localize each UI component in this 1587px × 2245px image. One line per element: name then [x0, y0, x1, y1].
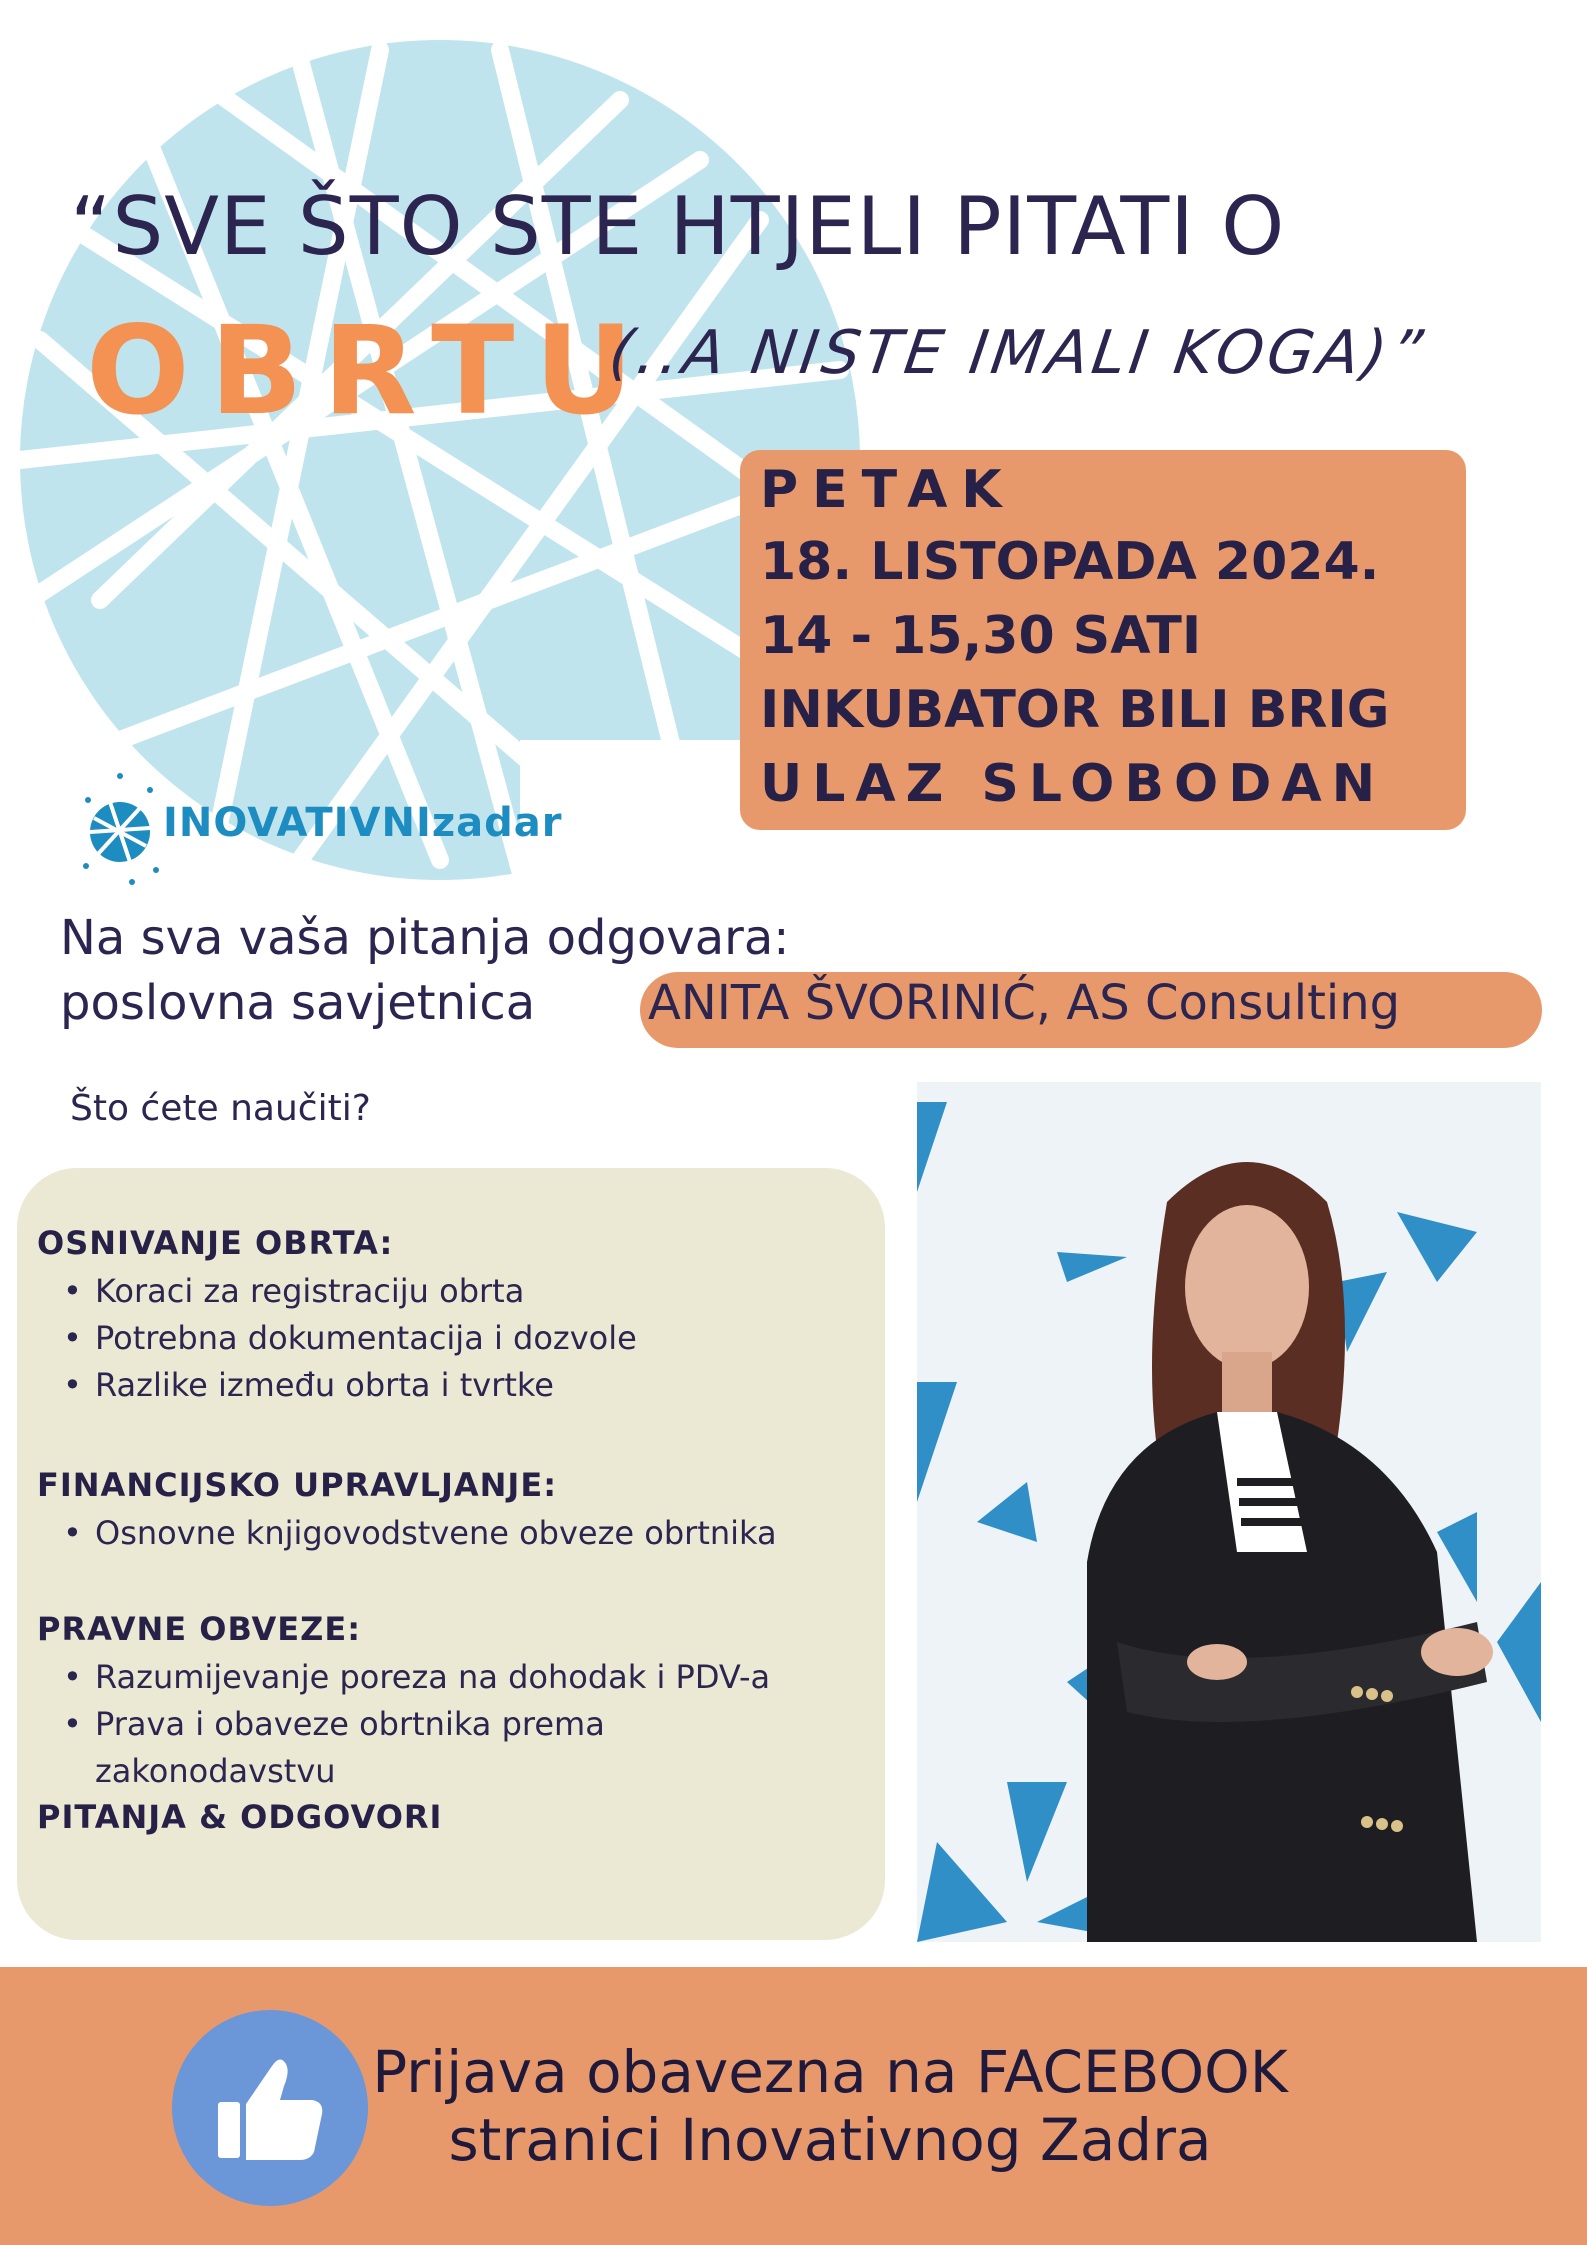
footer-registration-text	[330, 2038, 1330, 2174]
speaker-intro: Na sva vaša pitanja odgovara:	[60, 910, 790, 966]
headline: “SVE ŠTO STE HTJELI PITATI O	[70, 180, 1286, 273]
topic-item: • Razumijevanje poreza na dohodak i PDV-a	[95, 1658, 770, 1696]
topic-item: • Osnovne knjigovodstvene obveze obrtnika	[95, 1514, 777, 1552]
event-entry: ULAZ SLOBODAN	[760, 754, 1386, 814]
topic-heading-osnivanje: OSNIVANJE OBRTA:	[37, 1224, 394, 1262]
event-time: 14 - 15,30 SATI	[760, 606, 1202, 666]
topics-box	[17, 1168, 885, 1940]
event-place: INKUBATOR BILI BRIG	[760, 680, 1390, 740]
topic-item: • Koraci za registraciju obrta	[95, 1272, 524, 1310]
topic-item: • Potrebna dokumentacija i dozvole	[95, 1319, 637, 1357]
speaker-name: ANITA ŠVORINIĆ, AS Consulting	[648, 975, 1401, 1031]
footer-line-1: Prijava obavezna na FACEBOOK	[372, 2038, 1288, 2106]
logo-text: INOVATIVNIzadar	[163, 800, 563, 846]
logo-burst-icon	[80, 770, 160, 885]
event-date: 18. LISTOPADA 2024.	[760, 532, 1380, 592]
footer-line-2: stranici Inovativnog Zadra	[448, 2106, 1212, 2174]
learn-question: Što ćete naučiti?	[70, 1088, 371, 1129]
inovativni-zadar-logo	[80, 770, 563, 885]
headline-highlight: OBRTU	[86, 300, 654, 442]
topic-heading-pravne: PRAVNE OBVEZE:	[37, 1610, 362, 1648]
topic-item-continuation-text: zakonodavstvu	[95, 1752, 336, 1790]
topic-item: • Prava i obaveze obrtnika prema	[95, 1705, 605, 1743]
event-day: PETAK	[760, 460, 1016, 520]
topic-item-continuation	[95, 1752, 336, 1790]
topic-heading-financijsko: FINANCIJSKO UPRAVLJANJE:	[37, 1466, 557, 1504]
event-info-box	[740, 450, 1466, 830]
speaker-photo	[917, 1082, 1541, 1942]
topic-item: • Razlike između obrta i tvrtke	[95, 1366, 554, 1404]
headline-subtitle: (..A NISTE IMALI KOGA)”	[605, 318, 1431, 388]
topic-heading-pitanja: PITANJA & ODGOVORI	[37, 1798, 443, 1836]
speaker-role: poslovna savjetnica	[60, 975, 536, 1031]
